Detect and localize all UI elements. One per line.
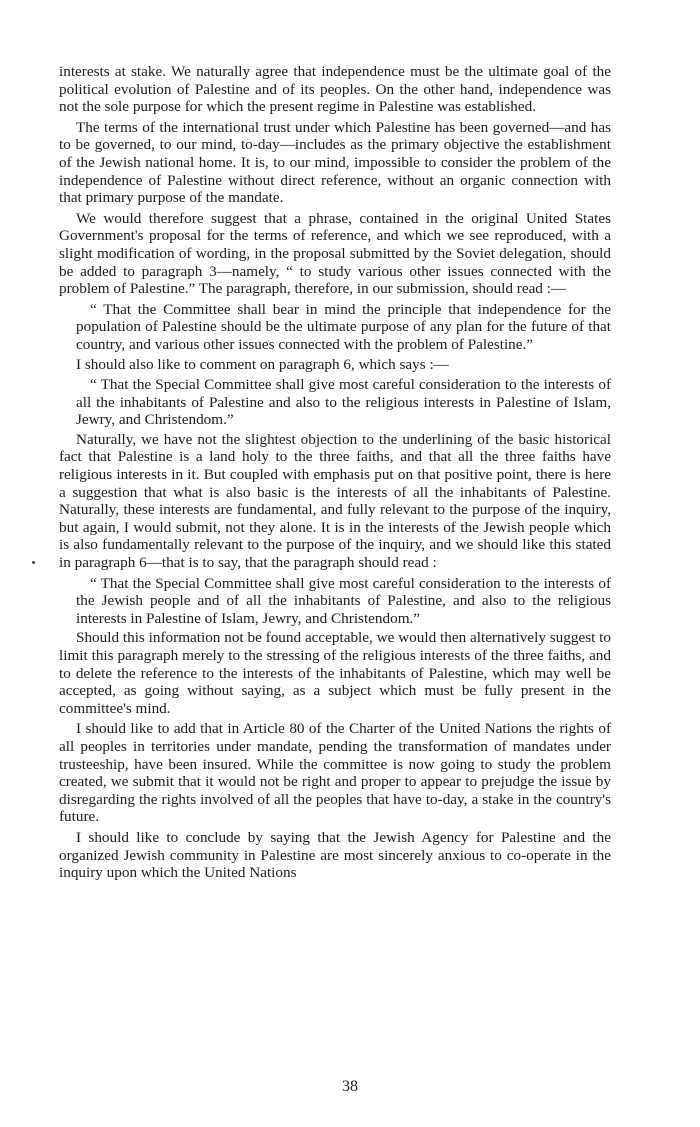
- margin-dot: [32, 561, 35, 564]
- paragraph: I should like to add that in Article 80 of the Charter of the United Nations the rights of all peoples in territories under mandate, pending the transformation of mandates under trusteeship, have been insured. While the committee is now going to study the problem created, we submit that it would not be right and proper to appear to prejudge the issue by disregarding the rights involved of all the peoples that have to-day, a stake in the country's future.: [59, 720, 611, 826]
- block-quote: “ That the Special Committee shall give most careful consideration to the interests of all the inhabitants of Palestine and also to the religious interests in Palestine of Islam, Jewry, and Christendom.”: [76, 376, 611, 429]
- paragraph: I should also like to comment on paragraph 6, which says :—: [76, 355, 449, 373]
- document-body: [59, 63, 611, 885]
- paragraph: Should this information not be found acceptable, we would then alternatively suggest to limit this paragraph merely to the stressing of the religious interests of the three faiths, and to delete the reference to the interests of the inhabitants of Palestine, which may well be accepted, as going without saying, as a subject which must be fully present in the committee's mind.: [59, 629, 611, 717]
- page-number: 38: [342, 1078, 358, 1095]
- block-quote: “ That the Committee shall bear in mind the principle that independence for the population of Palestine should be the ultimate purpose of any plan for the future of that country, and various other issues connected with the problem of Palestine.”: [76, 300, 611, 353]
- paragraph: The terms of the international trust under which Palestine has been governed—and has to be governed, to our mind, to-day—includes as the primary objective the establishment of the Jewish national home. It is, to our mind, impossible to consider the problem of the independence of Palestine without direct reference, without an organic connection with that primary purpose of the mandate.: [59, 118, 611, 207]
- paragraph: interests at stake. We naturally agree that independence must be the ultimate goal of the political evolution of Palestine and of its peoples. On the other hand, independence was not the sole purpose for which the present regime in Palestine was established.: [59, 63, 611, 116]
- paragraph: I should like to conclude by saying that the Jewish Agency for Palestine and the organized Jewish community in Palestine are most sincerely anxious to co-operate in the inquiry upon which the United Nations: [59, 828, 611, 882]
- paragraph: We would therefore suggest that a phrase, contained in the original United States Government's proposal for the terms of reference, and which we see reproduced, with a slight modification of wording, in the proposal submitted by the Soviet delegation, should be added to paragraph 3—namely, “ to study various other issues connected with the problem of Palestine.” The paragraph, therefore, in our submission, should read :—: [59, 209, 611, 298]
- paragraph: Naturally, we have not the slightest objection to the underlining of the basic historical fact that Palestine is a land holy to the three faiths, and that all the three faiths have religious interests in it. But coupled with emphasis put on that positive point, there is here a suggestion that what is also basic is the interests of all the inhabitants of Palestine. Naturally, these interests are fundamental, and fully relevant to the purpose of the inquiry, but again, I would submit, not they alone. It is in the interests of the Jewish people which is also fundamentally relevant to the purpose of the inquiry, and we should like this stated in paragraph 6—that is to say, that the paragraph should read :: [59, 430, 611, 572]
- block-quote: “ That the Special Committee shall give most careful consideration to the interests of the Jewish people and of all the inhabitants of Palestine, and also to the religious interests in Palestine of Islam, Jewry, and Christendom.”: [76, 574, 611, 627]
